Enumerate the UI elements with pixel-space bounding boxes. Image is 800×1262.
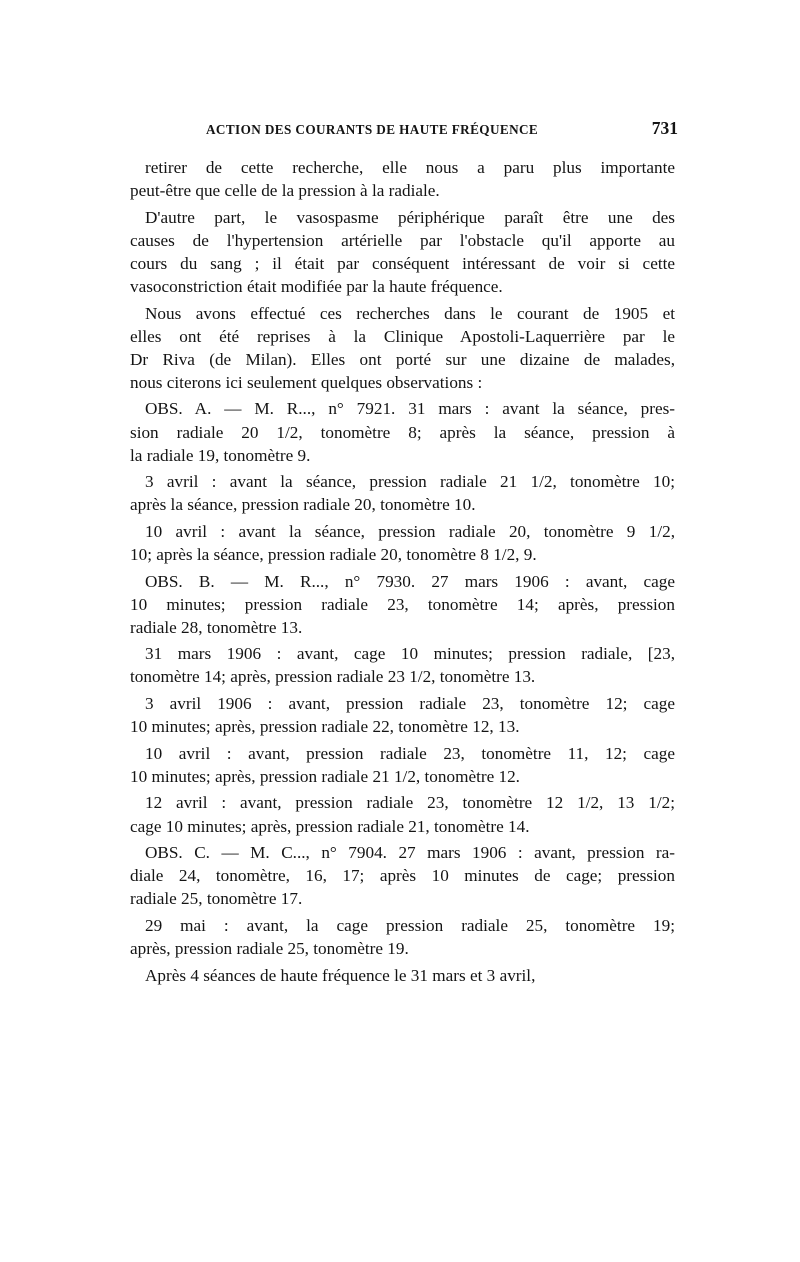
page-header xyxy=(206,118,678,144)
text-line: 10 minutes; après, pression radiale 22, tonomètre 12, 13. xyxy=(130,717,520,737)
text-line: Dr Riva (de Milan). Elles ont porté sur une dizaine de malades, xyxy=(130,349,675,369)
text-line: elles ont été reprises à la Clinique Apostoli-Laquerrière par le xyxy=(130,326,675,346)
text-line: OBS. B. — M. R..., n° 7930. 27 mars 1906 : avant, cage xyxy=(145,571,675,591)
body-text xyxy=(130,156,675,987)
text-line: vasoconstriction était modifiée par la haute fréquence. xyxy=(130,276,503,296)
text-line: 29 mai : avant, la cage pression radiale 25, tonomètre 19; xyxy=(145,915,675,935)
text-line: radiale 28, tonomètre 13. xyxy=(130,617,303,637)
text-line: 10 minutes; pression radiale 23, tonomètre 14; après, pression xyxy=(130,594,675,614)
text-line: 3 avril : avant la séance, pression radiale 21 1/2, tonomètre 10; xyxy=(145,472,675,492)
paragraph xyxy=(130,742,675,788)
book-page xyxy=(130,118,678,987)
text-line: 10 avril : avant, pression radiale 23, tonomètre 11, 12; cage xyxy=(145,743,675,763)
text-line: diale 24, tonomètre, 16, 17; après 10 minutes de cage; pression xyxy=(130,866,675,886)
text-line: peut-être que celle de la pression à la radiale. xyxy=(130,181,440,201)
paragraph xyxy=(130,791,675,837)
paragraph xyxy=(130,692,675,738)
text-line: 10 avril : avant la séance, pression radiale 20, tonomètre 9 1/2, xyxy=(145,521,675,541)
text-line: après la séance, pression radiale 20, tonomètre 10. xyxy=(130,495,476,515)
text-line: Nous avons effectué ces recherches dans le courant de 1905 et xyxy=(145,303,675,323)
page-number: 731 xyxy=(651,118,678,138)
text-line: cage 10 minutes; après, pression radiale 21, tonomètre 14. xyxy=(130,816,530,836)
text-line: 31 mars 1906 : avant, cage 10 minutes; pression radiale, [23, xyxy=(145,644,675,664)
paragraph xyxy=(130,642,675,688)
text-line: après, pression radiale 25, tonomètre 19. xyxy=(130,939,409,958)
paragraph xyxy=(130,964,675,987)
paragraph xyxy=(130,470,675,516)
paragraph xyxy=(130,841,675,910)
text-line: la radiale 19, tonomètre 9. xyxy=(130,445,311,465)
paragraph xyxy=(130,914,675,960)
running-title: ACTION DES COURANTS DE HAUTE FRÉQUENCE xyxy=(206,122,539,137)
paragraph xyxy=(130,397,675,466)
text-line: 3 avril 1906 : avant, pression radiale 23, tonomètre 12; cage xyxy=(145,694,675,714)
text-line: 12 avril : avant, pression radiale 23, tonomètre 12 1/2, 13 1/2; xyxy=(145,793,675,813)
text-line: nous citerons ici seulement quelques observations : xyxy=(130,372,483,392)
paragraph xyxy=(130,206,675,298)
paragraph xyxy=(130,520,675,566)
text-line: Après 4 séances de haute fréquence le 31 mars et 3 avril, xyxy=(145,965,536,985)
paragraph xyxy=(130,156,675,202)
text-line: 10 minutes; après, pression radiale 21 1/2, tonomètre 12. xyxy=(130,766,520,786)
text-line: cours du sang ; il était par conséquent intéressant de voir si cette xyxy=(130,253,675,273)
text-line: OBS. C. — M. C..., n° 7904. 27 mars 1906 : avant, pression ra- xyxy=(145,843,675,863)
paragraph xyxy=(130,302,675,394)
text-line: tonomètre 14; après, pression radiale 23 1/2, tonomètre 13. xyxy=(130,667,536,687)
text-line: radiale 25, tonomètre 17. xyxy=(130,889,303,909)
text-line: 10; après la séance, pression radiale 20, tonomètre 8 1/2, 9. xyxy=(130,545,537,564)
text-line: D'autre part, le vasospasme périphérique paraît être une des xyxy=(145,207,675,227)
text-line: sion radiale 20 1/2, tonomètre 8; après la séance, pression à xyxy=(130,422,675,442)
paragraph xyxy=(130,570,675,639)
text-line: OBS. A. — M. R..., n° 7921. 31 mars : avant la séance, pres- xyxy=(145,399,675,419)
text-line: retirer de cette recherche, elle nous a paru plus importante xyxy=(145,158,675,177)
text-line: causes de l'hypertension artérielle par l'obstacle qu'il apporte au xyxy=(130,230,675,250)
